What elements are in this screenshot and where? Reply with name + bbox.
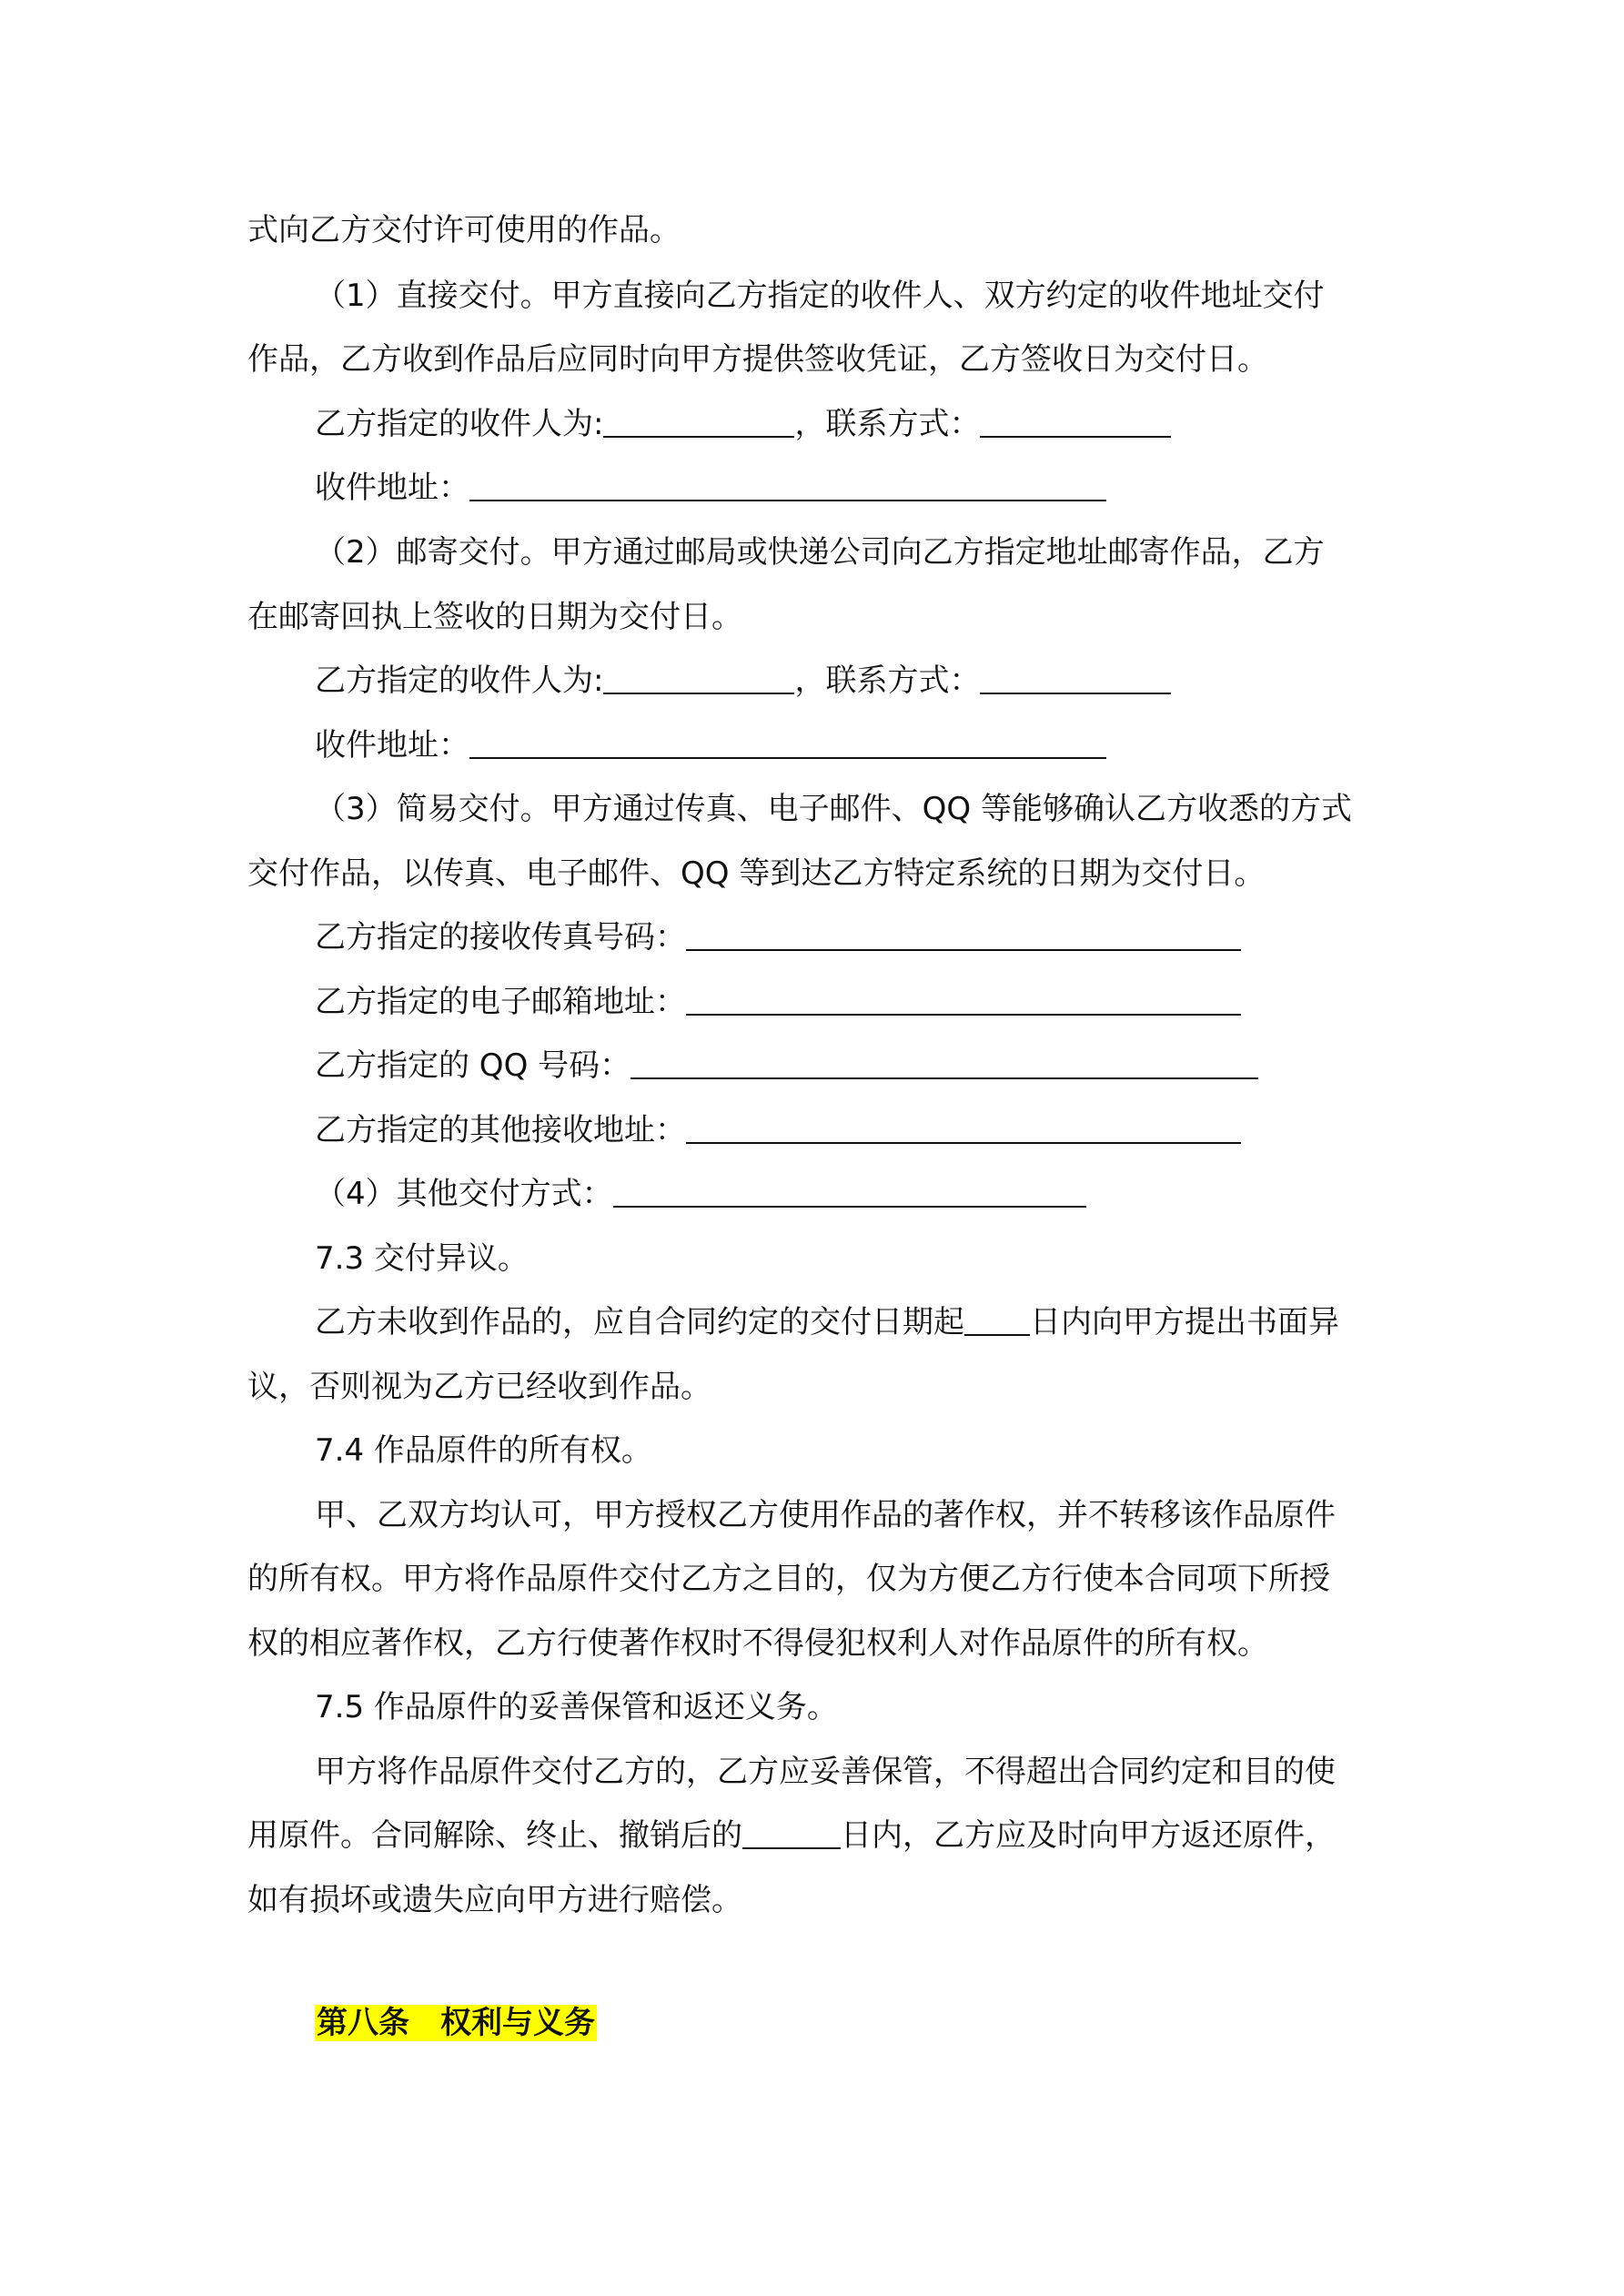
paragraph-line: 甲方将作品原件交付乙方的，乙方应妥善保管，不得超出合同约定和目的使 xyxy=(315,1754,1336,1790)
contact-label: ，联系方式： xyxy=(794,663,981,699)
email-line xyxy=(315,981,1241,1023)
address-blank[interactable] xyxy=(469,469,1106,501)
article-heading xyxy=(315,2002,597,2044)
objection-text: 日内向甲方提出书面异 xyxy=(1030,1304,1339,1340)
paragraph-line: 如有损坏或遗失应向甲方进行赔偿。 xyxy=(247,1882,742,1918)
return-text: 用原件。合同解除、终止、撤销后的 xyxy=(247,1817,742,1854)
objection-line xyxy=(315,1301,1339,1343)
other-address-blank[interactable] xyxy=(686,1111,1241,1144)
other-method-line xyxy=(315,1173,1086,1215)
return-text: 日内，乙方应及时向甲方返还原件， xyxy=(841,1817,1336,1854)
recipient-line xyxy=(315,660,1171,702)
qq-line xyxy=(315,1045,1258,1087)
contact-blank[interactable] xyxy=(980,662,1171,694)
paragraph-line: 式向乙方交付许可使用的作品。 xyxy=(247,212,681,248)
fax-label: 乙方指定的接收传真号码： xyxy=(315,919,686,956)
recipient-blank[interactable] xyxy=(603,405,794,438)
email-blank[interactable] xyxy=(686,983,1241,1016)
email-label: 乙方指定的电子邮箱地址： xyxy=(315,984,686,1020)
recipient-label: 乙方指定的收件人为: xyxy=(315,406,604,442)
other-address-label: 乙方指定的其他接收地址： xyxy=(315,1112,686,1148)
contact-label: ，联系方式： xyxy=(794,406,981,442)
return-line xyxy=(247,1815,1336,1856)
address-label: 收件地址： xyxy=(315,727,469,764)
address-label: 收件地址： xyxy=(315,470,469,506)
other-method-blank[interactable] xyxy=(613,1175,1086,1208)
days-blank[interactable] xyxy=(964,1303,1030,1336)
paragraph-line: 的所有权。甲方将作品原件交付乙方之目的，仅为方便乙方行使本合同项下所授 xyxy=(247,1561,1330,1597)
section-subheading: 7.5 作品原件的妥善保管和返还义务。 xyxy=(315,1689,838,1725)
paragraph-line: 交付作品，以传真、电子邮件、QQ 等到达乙方特定系统的日期为交付日。 xyxy=(247,855,1266,892)
section-subheading: 7.4 作品原件的所有权。 xyxy=(315,1432,652,1469)
fax-blank[interactable] xyxy=(686,918,1241,951)
paragraph-line: 甲、乙双方均认可，甲方授权乙方使用作品的著作权，并不转移该作品原件 xyxy=(315,1497,1336,1533)
other-address-line xyxy=(315,1109,1241,1151)
address-blank[interactable] xyxy=(469,726,1106,759)
paragraph-line: 作品，乙方收到作品后应同时向甲方提供签收凭证，乙方签收日为交付日。 xyxy=(247,341,1268,378)
paragraph-line: 议，否则视为乙方已经收到作品。 xyxy=(247,1369,711,1405)
section-subheading: 7.3 交付异议。 xyxy=(315,1240,529,1277)
address-line xyxy=(315,724,1106,766)
paragraph-line: 在邮寄回执上签收的日期为交付日。 xyxy=(247,599,742,635)
other-method-label: （4）其他交付方式： xyxy=(315,1176,613,1212)
paragraph-line: （2）邮寄交付。甲方通过邮局或快递公司向乙方指定地址邮寄作品，乙方 xyxy=(315,534,1325,571)
recipient-blank[interactable] xyxy=(603,662,794,694)
contact-blank[interactable] xyxy=(980,405,1171,438)
recipient-line xyxy=(315,403,1171,445)
paragraph-line: （1）直接交付。甲方直接向乙方指定的收件人、双方约定的收件地址交付 xyxy=(315,278,1325,314)
qq-blank[interactable] xyxy=(630,1047,1258,1079)
objection-text: 乙方未收到作品的，应自合同约定的交付日期起 xyxy=(315,1304,964,1340)
paragraph-line: （3）简易交付。甲方通过传真、电子邮件、QQ 等能够确认乙方收悉的方式 xyxy=(315,791,1352,827)
address-line xyxy=(315,467,1106,509)
recipient-label: 乙方指定的收件人为: xyxy=(315,663,604,699)
paragraph-line: 权的相应著作权，乙方行使著作权时不得侵犯权利人对作品原件的所有权。 xyxy=(247,1625,1268,1662)
qq-label: 乙方指定的 QQ 号码： xyxy=(315,1047,631,1084)
fax-line xyxy=(315,916,1241,958)
article-heading-text: 第八条 权利与义务 xyxy=(317,2005,595,2041)
days-blank[interactable] xyxy=(742,1816,841,1849)
